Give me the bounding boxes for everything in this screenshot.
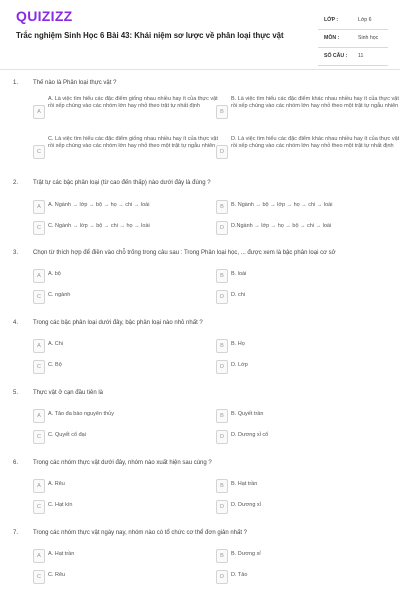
option-letter: C (33, 221, 45, 235)
option-text: C. Quyết cổ đại (48, 432, 86, 438)
option-text: D.Ngành → lớp → họ → bộ → chi → loài (231, 223, 332, 229)
question-number: 7. (13, 530, 19, 536)
option-text: C. Ngành → lớp → bộ → chi → họ → loài (48, 223, 150, 229)
meta-row-subject (318, 30, 388, 48)
question-text: Chọn từ thích hợp để điền vào chỗ trống trong câu sau : Trong Phân loại học, ... được xem là bậc phân loại cơ sở (33, 250, 336, 256)
question-text: Thế nào là Phân loại thực vật ? (33, 80, 117, 86)
meta-key: LỚP : (324, 17, 339, 23)
option-letter: A (33, 549, 45, 563)
question-number: 4. (13, 320, 19, 326)
option-text: D. Tảo (231, 572, 248, 578)
option-text: C. Bộ (48, 362, 62, 368)
question-number: 1. (13, 80, 19, 86)
option-letter: A (33, 409, 45, 423)
meta-value: 11 (358, 53, 364, 59)
page-header (0, 0, 400, 66)
meta-value: Sinh học (358, 35, 379, 41)
option-text: A. Chi (48, 341, 63, 347)
option-letter: D (216, 221, 228, 235)
option-letter: B (216, 200, 228, 214)
option-letter: B (216, 269, 228, 283)
question-text: Trật tự các bậc phân loại (từ cao đến thấp) nào dưới đây là đúng ? (33, 180, 211, 186)
meta-table (318, 12, 388, 66)
option-text: B. Là việc tìm hiểu các đặc điểm khác nhau nhiều hay ít của thực vật rồi xếp chúng vào các nhóm lớn hay nhỏ theo một trật tự ngẫu nhiên (231, 96, 399, 110)
option-letter: C (33, 430, 45, 444)
option-text: C. Rêu (48, 572, 66, 578)
option-letter: D (216, 360, 228, 374)
meta-row-grade (318, 12, 388, 30)
option-text: B. Ngành → bộ → lớp → họ → chi → loài (231, 202, 333, 208)
option-letter: C (33, 145, 45, 159)
option-text: B. loài (231, 271, 247, 277)
option-letter: A (33, 200, 45, 214)
question-number: 5. (13, 390, 19, 396)
option-text: A. Là việc tìm hiểu các đặc điểm giống nhau nhiều hay ít của thực vật rồi xếp chúng vào các nhóm lớn hay nhỏ theo trật tự nhất định (48, 96, 218, 110)
option-letter: C (33, 570, 45, 584)
option-text: A. Rêu (48, 481, 65, 487)
option-letter: A (33, 105, 45, 119)
question-text: Trong các nhóm thực vật dưới đây, nhóm nào xuất hiện sau cùng ? (33, 460, 212, 466)
question-text: Trong các nhóm thực vật ngày nay, nhóm nào có tổ chức cơ thể đơn giản nhất ? (33, 530, 248, 536)
option-letter: A (33, 339, 45, 353)
option-letter: D (216, 290, 228, 304)
option-text: D. Là việc tìm hiểu các đặc điểm khác nhau nhiều hay ít của thực vật rồi xếp chúng vào các nhóm lớn hay nhỏ theo một trật tự nhất định (231, 136, 400, 150)
page-title: Trắc nghiệm Sinh Học 6 Bài 43: Khái niệm sơ lược về phân loại thực vật (16, 31, 284, 40)
option-text: B. Quyết trần (231, 411, 264, 417)
option-text: A. Hạt trần (48, 551, 75, 557)
option-text: A. Tảo đa bào nguyên thủy (48, 411, 114, 417)
option-letter: D (216, 570, 228, 584)
option-text: D. Dương xỉ cổ (231, 432, 269, 438)
question-text: Trong các bậc phân loại dưới đây, bậc phân loại nào nhỏ nhất ? (33, 320, 203, 326)
option-letter: D (216, 500, 228, 514)
option-letter: C (33, 290, 45, 304)
option-text: B. Họ (231, 341, 245, 347)
option-letter: D (216, 430, 228, 444)
option-text: C. ngành (48, 292, 71, 298)
option-letter: A (33, 479, 45, 493)
option-letter: B (216, 339, 228, 353)
option-text: D. Lớp (231, 362, 248, 368)
question-number: 2. (13, 180, 19, 186)
option-text: C. Hạt kín (48, 502, 73, 508)
option-letter: B (216, 479, 228, 493)
option-letter: C (33, 360, 45, 374)
option-letter: B (216, 549, 228, 563)
option-letter: B (216, 409, 228, 423)
option-text: D. Dương xỉ (231, 502, 261, 508)
meta-value: Lớp 6 (358, 17, 372, 23)
option-text: A. bộ (48, 271, 61, 277)
option-letter: C (33, 500, 45, 514)
option-text: C. Là việc tìm hiểu các đặc điểm giống nhau nhiều hay ít của thực vật rồi xếp chúng vào các nhóm lớn hay nhỏ theo một trật tự ngẫu nhiên (48, 136, 219, 150)
option-text: B. Hạt trần (231, 481, 258, 487)
quizizz-logo: QUIZIZZ (16, 8, 73, 24)
option-text: B. Dương xỉ (231, 551, 261, 557)
question-number: 3. (13, 250, 19, 256)
option-letter: A (33, 269, 45, 283)
question-number: 6. (13, 460, 19, 466)
meta-row-count (318, 48, 388, 66)
option-text: D. chi (231, 292, 246, 298)
meta-key: MÔN : (324, 35, 340, 41)
option-letter: D (216, 145, 228, 159)
question-text: Thực vật ở cạn đầu tiên là (33, 390, 103, 396)
option-letter: B (216, 105, 228, 119)
meta-key: SỐ CÂU : (324, 53, 348, 59)
header-divider (0, 69, 400, 70)
option-text: A. Ngành → lớp → bộ → họ → chi → loài (48, 202, 150, 208)
